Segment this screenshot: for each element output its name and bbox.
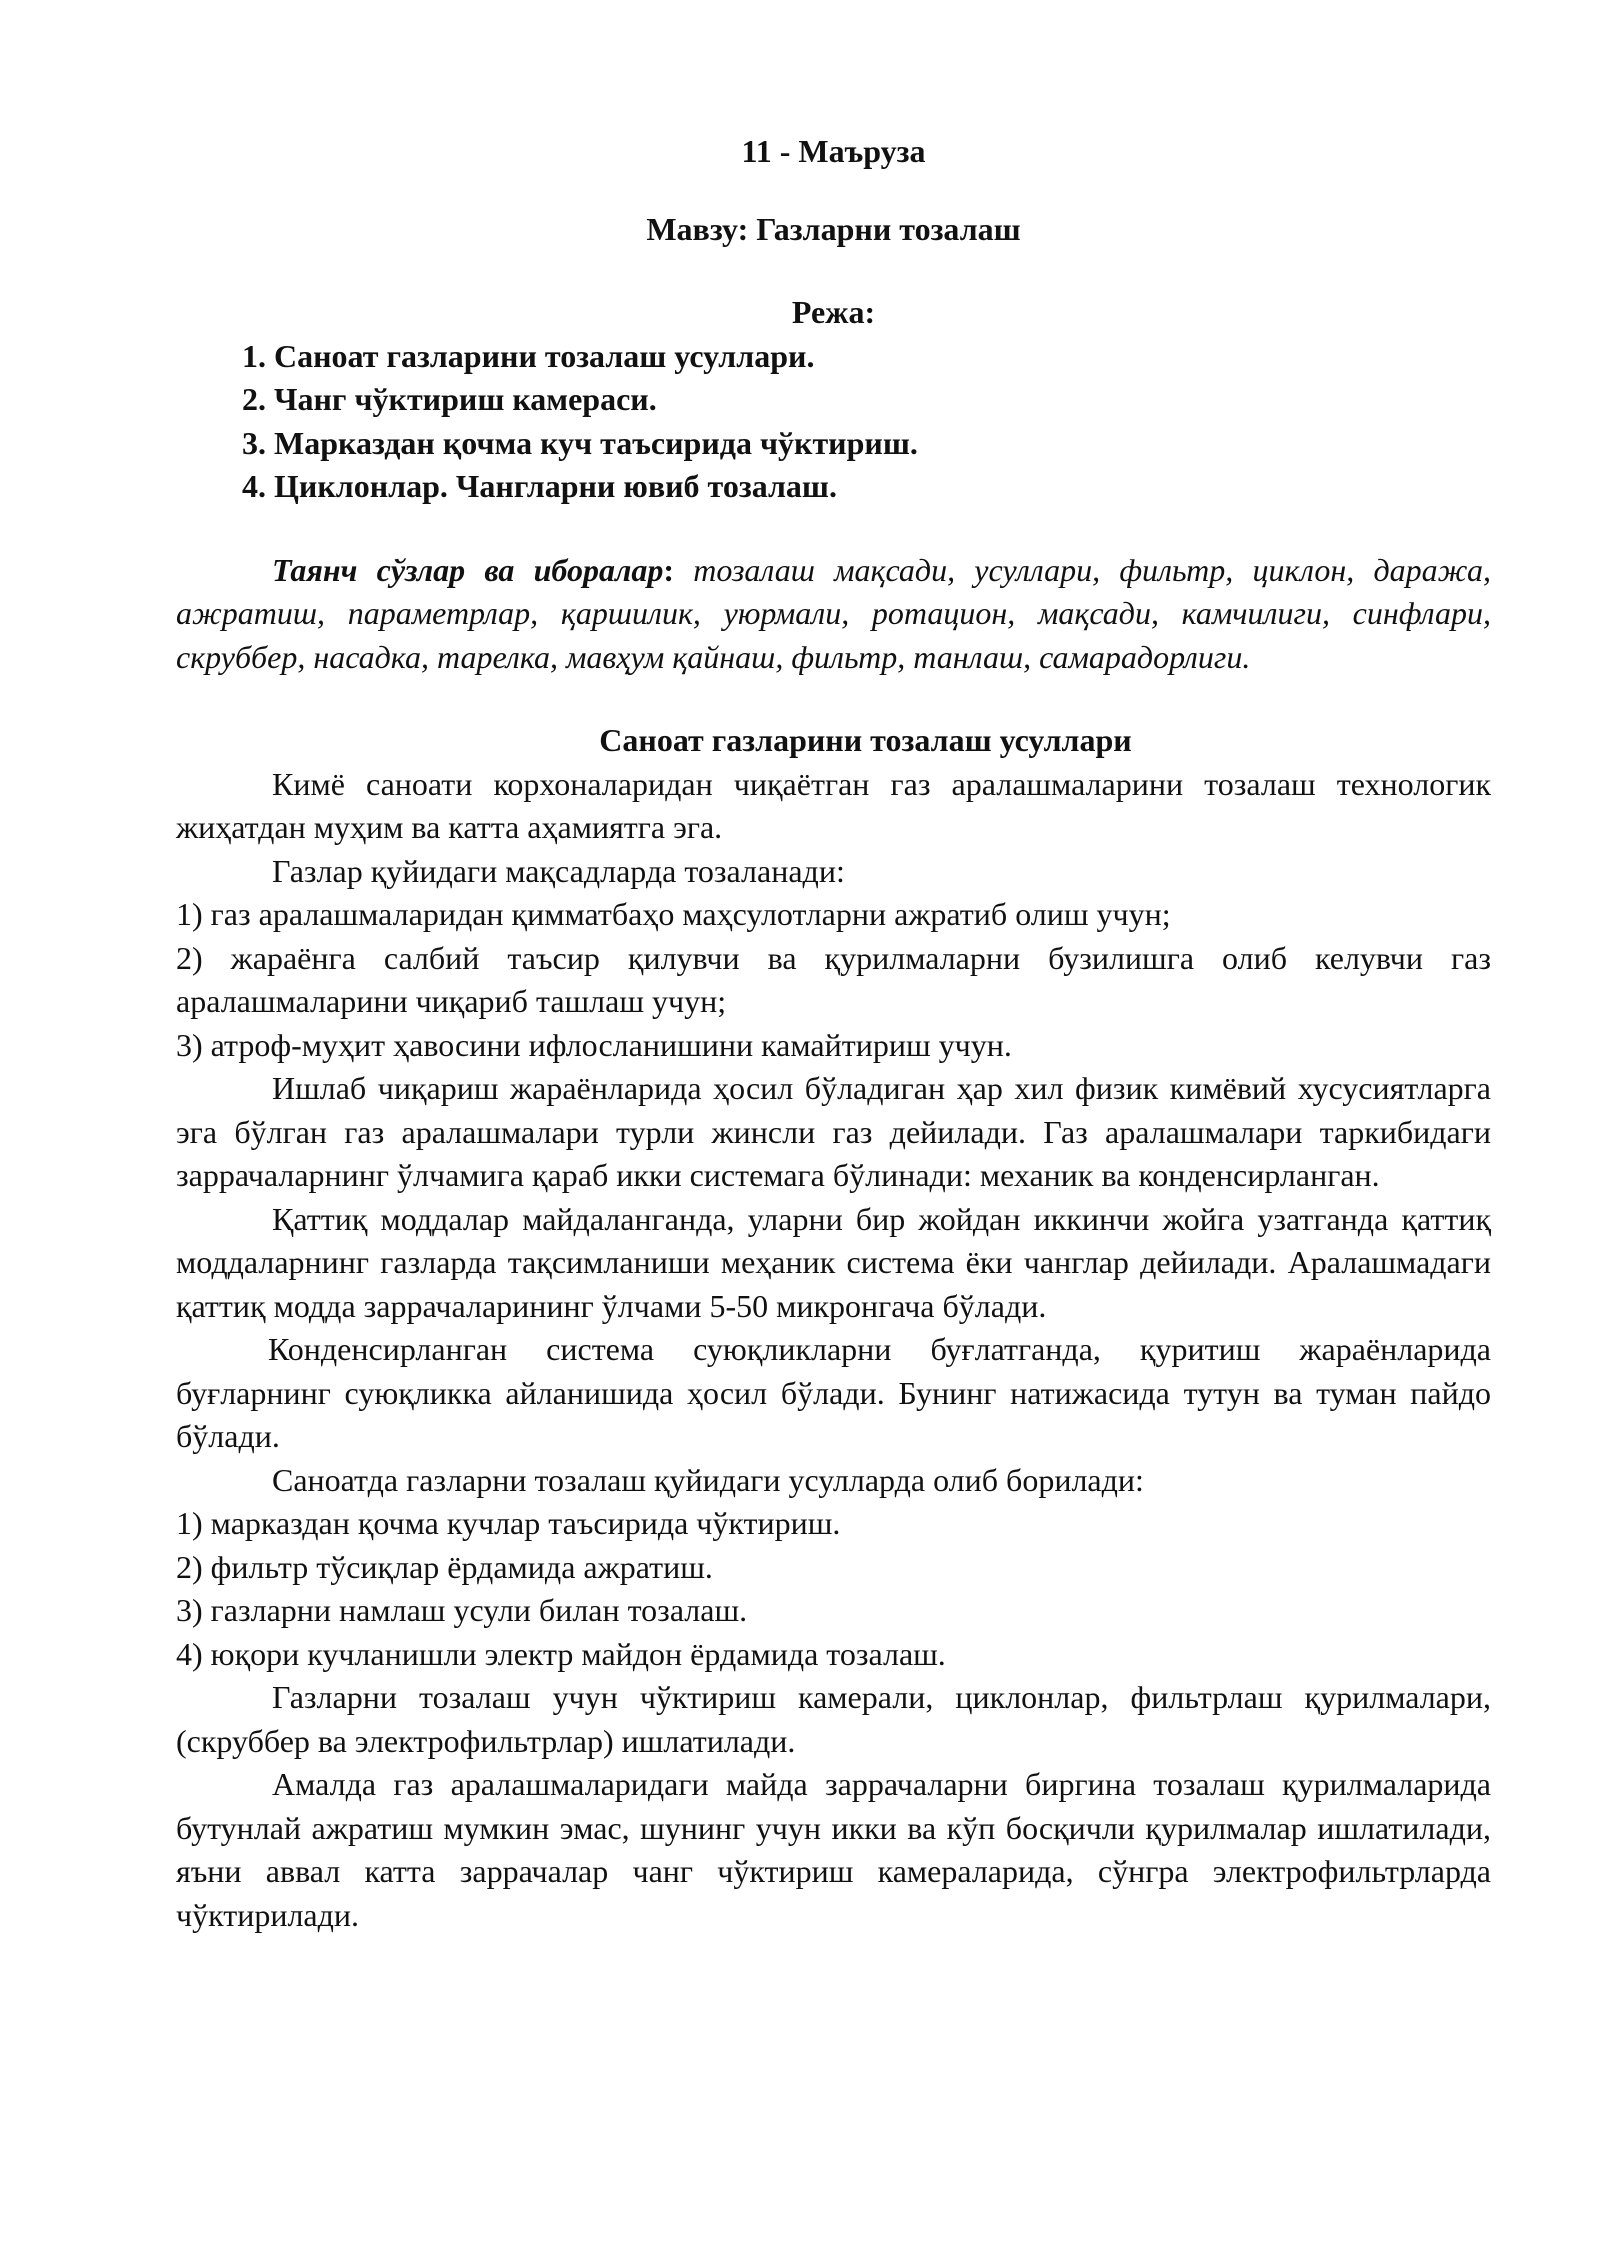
plan-item: 3. Марказдан қочма куч таъсирида чўктириш. xyxy=(242,424,918,461)
lecture-title: 11 - Маъруза xyxy=(741,133,926,169)
document-page xyxy=(176,130,1491,1937)
keywords-text: тозалаш мақсади, усуллари, фильтр, циклон, даража, ажратиш, параметрлар, қаршилик, уюрмали, ротацион, мақсади, камчилиги, синфлари, скруббер, насадка, тарелка, мавҳум қайнаш, фильтр, танлаш, самарадорлиги. xyxy=(176,551,1492,675)
plan-list xyxy=(176,335,1491,509)
list-item: 1) марказдан қочма кучлар таъсирида чўктириш. xyxy=(176,1505,841,1541)
body-paragraph: Амалда газ аралашмаларидаги майда заррачаларни биргина тозалаш қурилмаларида бутунлай ажратиш мумкин эмас, шунинг учун икки ва кўп босқичли қурилмалар ишлатилади, яъни аввал катта заррачалар чанг чўктириш камераларида, сўнгра электрофильтрларда чўктирилади. xyxy=(176,1766,1491,1933)
body-paragraph: Кимё саноати корхоналаридан чиқаётган газ аралашмаларини тозалаш технологик жиҳатдан муҳим ва катта аҳамиятга эга. xyxy=(176,765,1491,845)
body-paragraph: Газларни тозалаш учун чўктириш камерали, циклонлар, фильтрлаш қурилмалари, (скруббер ва электрофильтрлар) ишлатилади. xyxy=(176,1679,1491,1759)
list-item: 2) жараёнга салбий таъсир қилувчи ва қурилмаларни бузилишга олиб келувчи газ аралашмаларини чиқариб ташлаш учун; xyxy=(176,939,1491,1019)
plan-item: 2. Чанг чўктириш камераси. xyxy=(242,381,657,417)
plan-item: 4. Циклонлар. Чангларни ювиб тозалаш. xyxy=(242,468,837,504)
body-paragraph: Газлар қуйидаги мақсадларда тозаланади: xyxy=(272,852,845,889)
section-title: Саноат газларини тозалаш усуллари xyxy=(599,722,1132,758)
keywords-paragraph xyxy=(176,549,1491,680)
plan-item: 1. Саноат газларини тозалаш усуллари. xyxy=(242,337,815,374)
plan-title: Режа: xyxy=(791,294,876,330)
list-item: 2) фильтр тўсиқлар ёрдамида ажратиш. xyxy=(176,1548,713,1585)
keywords-colon: : xyxy=(663,551,675,588)
body-paragraph: Саноатда газларни тозалаш қуйидаги усулларда олиб борилади: xyxy=(272,1461,1144,1498)
body-paragraph: Қаттиқ моддалар майдаланганда, уларни бир жойдан иккинчи жойга узатганда қаттиқ моддаларнинг газларда тақсимланиши меҳаник система ёки чанглар дейилади. Аралашмадаги қаттиқ модда заррачаларининг ўлчами 5-50 микронгача бўлади. xyxy=(176,1200,1491,1324)
lecture-topic: Мавзу: Газларни тозалаш xyxy=(646,210,1021,247)
body-paragraph: Конденсирланган система суюқликларни буғлатганда, қуритиш жараёнларида буғларнинг суюқликка айланишида ҳосил бўлади. Бунинг натижасида тутун ва туман пайдо бўлади. xyxy=(176,1331,1491,1454)
body-paragraph: Ишлаб чиқариш жараёнларида ҳосил бўладиган ҳар хил физик кимёвий хусусиятларга эга бўлган газ аралашмалари турли жинсли газ дейилади. Газ аралашмалари таркибидаги заррачаларнинг ўлчамига қараб икки системага бўлинади: механик ва конденсирланган. xyxy=(176,1070,1491,1193)
list-item: 4) юқори кучланишли электр майдон ёрдамида тозалаш. xyxy=(176,1635,946,1672)
list-item: 3) атроф-муҳит ҳавосини ифлосланишини камайтириш учун. xyxy=(176,1026,1012,1063)
keywords-label: Таянч сўзлар ва иборалар xyxy=(272,551,664,588)
list-item: 1) газ аралашмаларидан қимматбаҳо маҳсулотларни ажратиб олиш учун; xyxy=(176,896,1171,932)
list-item: 3) газларни намлаш усули билан тозалаш. xyxy=(176,1592,748,1628)
